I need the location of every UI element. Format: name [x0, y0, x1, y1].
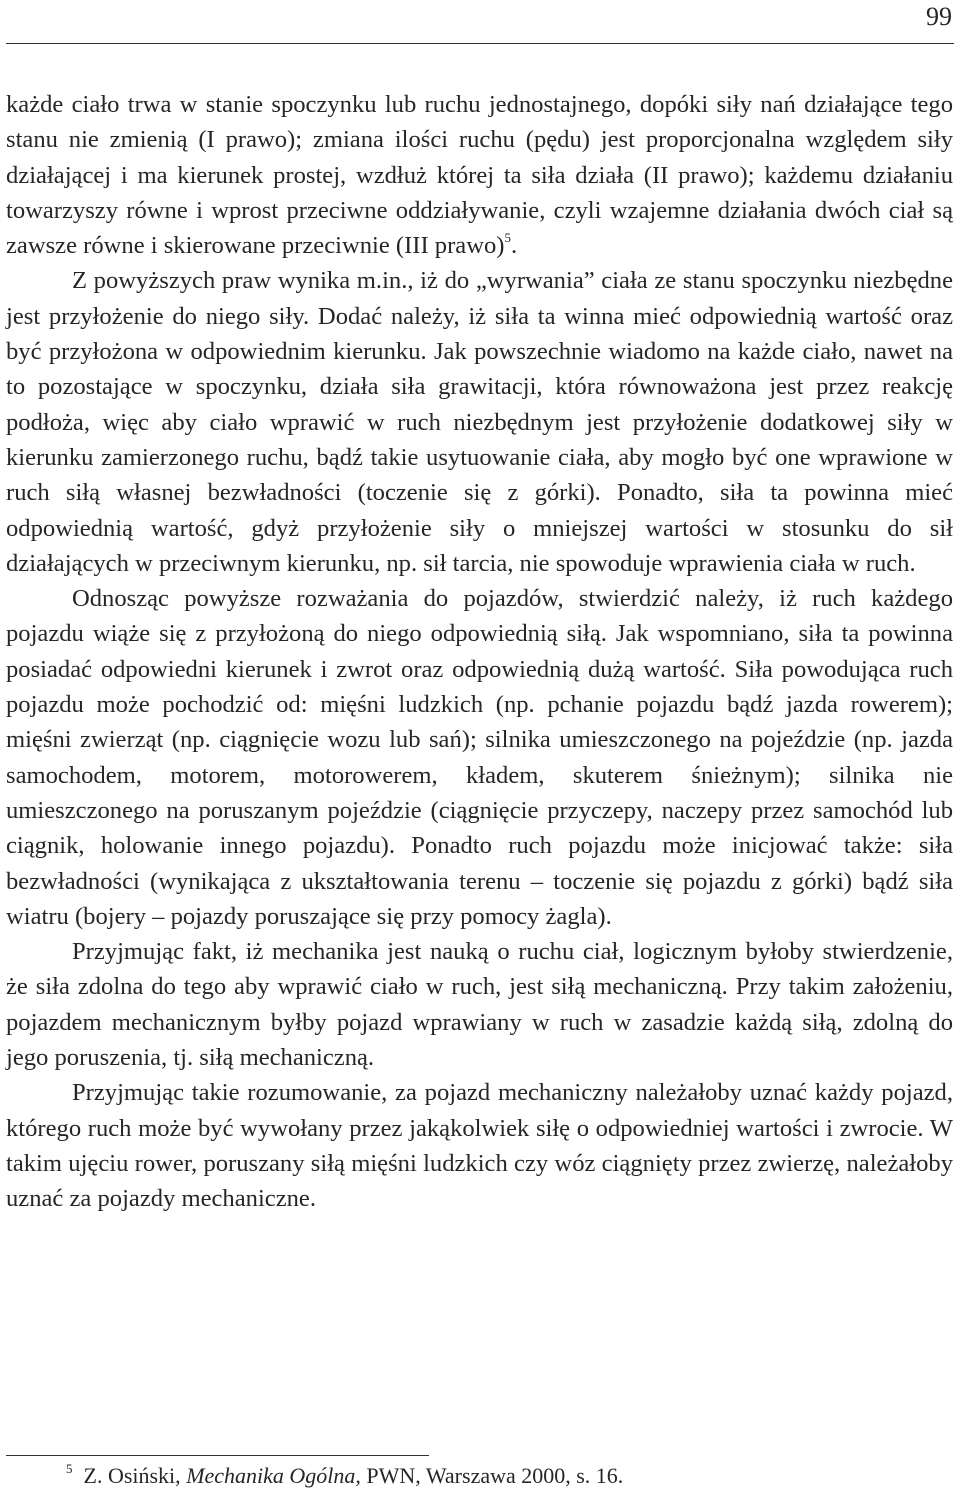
footnote-publisher: PWN, Warszawa 2000, s. 16. — [366, 1463, 624, 1488]
body-text — [6, 87, 953, 1217]
paragraph-1 — [6, 87, 953, 263]
footnote-author: Z. Osiński, — [83, 1463, 181, 1488]
paragraph-1-end: . — [510, 232, 518, 260]
header-rule — [6, 43, 954, 44]
paragraph-3: Odnosząc powyższe rozważania do pojazdów, stwierdzić należy, iż ruch każdego pojazdu wiąże się z przyłożoną do niego odpowiednią siłą. Jak wspomniano, siła ta powinna posiadać odpowiedni kierunek i zwrot oraz odpowiednią dużą wartość. Siła powodująca ruch pojazdu może pochodzić od: mięśni ludzkich (np. pchanie pojazdu bądź jazda rowerem); mięśni zwierząt (np. ciągnięcie wozu lub sań); silnika umieszczonego na pojeździe (np. jazda samochodem, motorem, motorowerem, kładem, skuterem śnieżnym); silnika nie umieszczonego na poruszanym pojeździe (ciągnięcie przyczepy, naczepy przez samochód lub ciągnik, holowanie innego pojazdu). Ponadto ruch pojazdu może inicjować także: siła bezwładności (wynikająca z ukształtowania terenu – toczenie się pojazdu z górki) bądź siła wiatru (bojery – pojazdy poruszające się przy pomocy żagla). — [6, 585, 953, 930]
paragraph-4: Przyjmując fakt, iż mechanika jest nauką o ruchu ciał, logicznym byłoby stwierdzenie, że siła zdolna do tego aby wprawić ciało w ruch, jest siłą mechaniczną. Przy takim założeniu, pojazdem mechanicznym byłby pojazd wprawiany w ruch w zasadzie każdą siłą, zdolną do jego poruszenia, tj. siłą mechaniczną. — [6, 938, 953, 1072]
paragraph-1-text: każde ciało trwa w stanie spoczynku lub ruchu jednostajnego, dopóki siły nań działające tego stanu nie zmienią (I prawo); zmiana ilości ruchu (pędu) jest proporcjonalna względem siły działającej i ma kierunek prostej, wzdłuż której ta siła działa (II prawo); każdemu działaniu towarzyszy równe i wprost przeciwne oddziaływanie, czyli wzajemne działania dwóch ciał są zawsze równe i skierowane przeciwnie (III prawo) — [6, 91, 953, 260]
footnote-rule — [6, 1455, 429, 1456]
footnote — [66, 1461, 623, 1491]
footnote-title: Mechanika Ogólna, — [186, 1463, 361, 1488]
paragraph-2: Z powyższych praw wynika m.in., iż do „wyrwania” ciała ze stanu spoczynku niezbędne jest przyłożenie do niego siły. Dodać należy, iż siła ta winna mieć odpowiednią wartość oraz być przyłożona w odpowiednim kierunku. Jak powszechnie wiadomo na każde ciało, nawet na to pozostające w spoczynku, działa siła grawitacji, która równoważona jest przez reakcję podłoża, więc aby ciało wprawić w ruch niezbędnym jest przyłożenie dodatkowej siły w kierunku zamierzonego ruchu, bądź takie usytuowanie ciała, aby mogło być one wprawione w ruch siłą własnej bezwładności (toczenie się z górki). Ponadto, siła ta powinna mieć odpowiednią wartość, gdyż przyłożenie siły o mniejszej wartości w stosunku do sił działających w przeciwnym kierunku, np. sił tarcia, nie spowoduje wprawienia ciała w ruch. — [6, 267, 953, 577]
paragraph-5: Przyjmując takie rozumowanie, za pojazd mechaniczny należałoby uznać każdy pojazd, którego ruch może być wywołany przez jakąkolwiek siłę o odpowiedniej wartości i zwrocie. W takim ujęciu rower, poruszany siłą mięśni ludzkich czy wóz ciągnięty przez zwierzę, należałoby uznać za pojazdy mechaniczne. — [6, 1079, 953, 1213]
footnote-number: 5 — [66, 1461, 73, 1476]
footnote-reference[interactable]: 5 — [504, 230, 511, 246]
page-number: 99 — [926, 2, 952, 31]
